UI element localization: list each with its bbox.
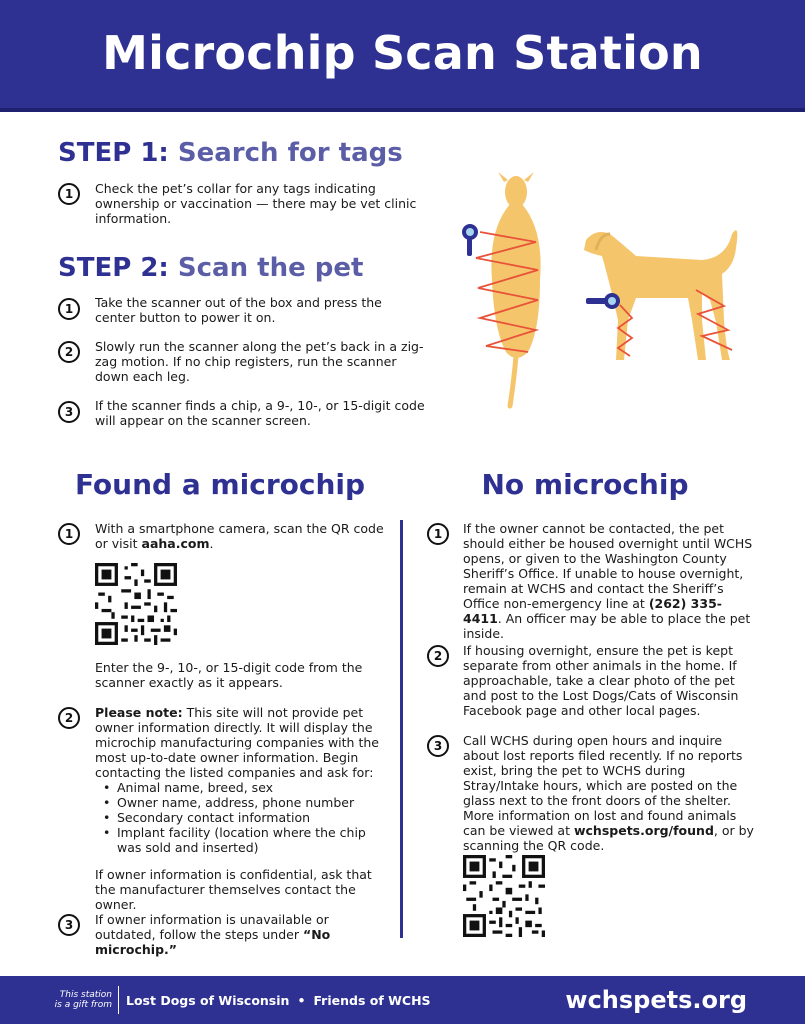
sheriff-phone[interactable]: (262) 335-4411 bbox=[463, 596, 722, 626]
no-microchip-ref: “No microchip.” bbox=[95, 927, 331, 957]
qr-code-icon[interactable] bbox=[463, 855, 545, 937]
found-item1-end: . bbox=[209, 536, 214, 551]
found-item2-after: If owner information is confidential, ask that the manufacturer themselves contact the owner. bbox=[95, 867, 372, 912]
dog-topview-icon bbox=[476, 172, 541, 406]
found-microchip-heading: Found a microchip bbox=[74, 468, 366, 501]
bullet-separator: • bbox=[297, 993, 306, 1008]
step2-item1-text: Take the scanner out of the box and press the center button to power it on. bbox=[95, 295, 382, 325]
step1-item1-text: Check the pet’s collar for any tags indicating ownership or vaccination — there may be vet clinic information. bbox=[95, 181, 417, 226]
scanner-icon bbox=[462, 224, 478, 256]
step2-item3-number: 3 bbox=[58, 401, 80, 423]
step1-label: STEP 1: bbox=[58, 138, 169, 168]
nochip-item2-number: 2 bbox=[427, 645, 449, 667]
no-microchip-heading: No microchip bbox=[481, 468, 689, 501]
found-item1-text bbox=[95, 521, 390, 551]
found-bullet-list bbox=[95, 780, 390, 855]
step2-heading bbox=[58, 253, 363, 283]
found-item1-number: 1 bbox=[58, 523, 80, 545]
qr-code-icon[interactable] bbox=[95, 563, 177, 645]
header-banner bbox=[0, 0, 805, 112]
page-title: Microchip Scan Station bbox=[102, 26, 703, 80]
dog-scan-illustration bbox=[440, 170, 770, 420]
nochip-item1-body: If the owner cannot be contacted, the pet should either be housed overnight until WCHS opens, or given to the Washington County Sheriff’s Office. If unable to house overnight, remain at WCHS and contact the Sheriff’s Office non-emergency line at bbox=[463, 521, 753, 611]
nochip-item3-end: , or by scanning the QR code. bbox=[463, 823, 754, 853]
found-item1-after: Enter the 9-, 10-, or 15-digit code from the scanner exactly as it appears. bbox=[95, 660, 363, 690]
aaha-link[interactable]: aaha.com bbox=[141, 536, 210, 551]
found-item3-number: 3 bbox=[58, 914, 80, 936]
nochip-item3-text bbox=[463, 733, 755, 853]
found-item3-body: If owner information is unavailable or outdated, follow the steps under bbox=[95, 912, 329, 942]
nochip-item3-body: Call WCHS during open hours and inquire about lost reports filed recently. If no reports exist, bring the pet to WCHS during Stray/Intake hours, which are posted on the glass next to the front doors of the shelter. More information on lost and found animals can be viewed at bbox=[463, 733, 743, 838]
list-item: • Secondary contact information bbox=[95, 810, 390, 825]
list-item: • Animal name, breed, sex bbox=[95, 780, 390, 795]
found-item1-body: With a smartphone camera, scan the QR code or visit bbox=[95, 521, 384, 551]
nochip-item1-end: . An officer may be able to place the pet inside. bbox=[463, 611, 751, 641]
nochip-item3-number: 3 bbox=[427, 735, 449, 757]
scanner-side-icon bbox=[586, 293, 620, 309]
step2-title: Scan the pet bbox=[177, 253, 364, 283]
nochip-item1-number: 1 bbox=[427, 523, 449, 545]
step2-label: STEP 2: bbox=[58, 253, 169, 283]
found-item2-number: 2 bbox=[58, 707, 80, 729]
step2-item2-text: Slowly run the scanner along the pet’s back in a zig-zag motion. If no chip registers, run the scanner down each leg. bbox=[95, 339, 424, 384]
gift-text: This station is a gift from bbox=[54, 990, 112, 1010]
step2-item1-number: 1 bbox=[58, 298, 80, 320]
found-item3-text bbox=[95, 912, 390, 957]
partner-friends-wchs: Friends of WCHS bbox=[313, 993, 431, 1008]
partners-text bbox=[126, 993, 431, 1008]
list-item: • Implant facility (location where the chip was sold and inserted) bbox=[95, 825, 390, 855]
footer-divider bbox=[118, 986, 119, 1014]
list-item: • Owner name, address, phone number bbox=[95, 795, 390, 810]
nochip-item2-text: If housing overnight, ensure the pet is kept separate from other animals in the home. If approachable, take a clear photo of the pet and post to the Lost Dogs/Cats of Wisconsin Facebook page and other local pages. bbox=[463, 643, 739, 718]
website-link[interactable]: wchspets.org bbox=[565, 986, 747, 1014]
step1-item1-number: 1 bbox=[58, 183, 80, 205]
wchspets-found-link[interactable]: wchspets.org/found bbox=[573, 823, 714, 838]
step1-heading bbox=[58, 138, 403, 168]
partner-lost-dogs: Lost Dogs of Wisconsin bbox=[126, 993, 290, 1008]
nochip-item1-text bbox=[463, 521, 753, 641]
found-item2-body: This site will not provide pet owner information directly. It will display the microchip manufacturing companies with the most up-to-date owner information. Begin contacting the listed companies and ask for: bbox=[95, 705, 379, 780]
footer-bar bbox=[0, 976, 805, 1024]
column-divider bbox=[400, 520, 403, 938]
step2-item2-number: 2 bbox=[58, 341, 80, 363]
found-item2-text bbox=[95, 705, 387, 780]
step1-title: Search for tags bbox=[177, 138, 403, 168]
please-note-label: Please note: bbox=[95, 705, 183, 720]
step2-item3-text: If the scanner finds a chip, a 9-, 10-, or 15-digit code will appear on the scanner screen. bbox=[95, 398, 425, 428]
